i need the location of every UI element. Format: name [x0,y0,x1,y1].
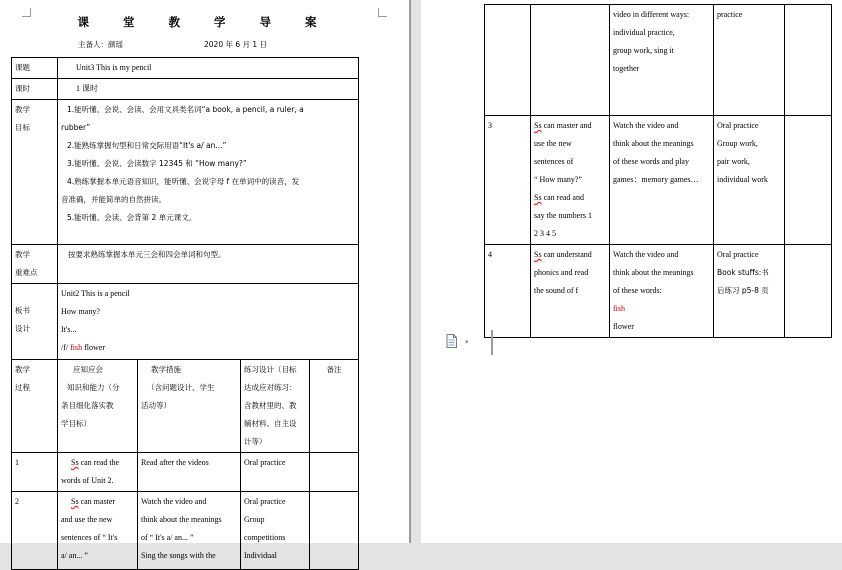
step-remarks [310,453,359,492]
ss-text: Ss [534,193,542,202]
goal-line: sentences of [534,157,574,166]
process-label-line: 过程 [15,383,30,392]
method-line: of these words: [613,286,662,295]
method-line: individual practice, [613,28,675,37]
practice-header [241,360,310,453]
step-practice [241,492,310,570]
remarks-header: 备注 [310,360,359,453]
goal-line: 音准确，并能简单的自然拼读。 [61,195,166,204]
method-line: flower [613,322,634,331]
goal-line: 3.能听懂、会说、会读数字 12345 和 “How many?” [67,159,247,168]
goal-line: “ How many?” [534,175,582,184]
period-label: 课时 [12,79,58,100]
board-word: flower [84,343,105,352]
header-line: 达成应对练习： [244,383,297,392]
step-practice: Oral practice [241,453,310,492]
step-remarks [785,245,832,338]
practice-line: Group [244,515,265,524]
step-method [610,245,714,338]
step-practice: practice [714,5,785,116]
board-label-line: 板书 [15,306,30,315]
method-line: fish [613,304,625,313]
goal-line: a/ an... ” [61,551,88,560]
process-label-line: 教学 [15,365,30,374]
method-line: games：memory games… [613,175,699,184]
step-method: Read after the videos [138,453,241,492]
goal-text: can understand [543,250,592,259]
methods-header [138,360,241,453]
ss-text: Ss [534,250,542,259]
step-number: 4 [485,245,531,338]
practice-line: individual work [717,175,768,184]
goals-label [12,100,58,245]
page-divider [491,330,493,355]
header-line: 练习设计（目标 [244,365,297,374]
step-method [138,492,241,570]
header-line: （含问题设计、学生 [147,383,215,392]
ss-text: Ss [534,121,542,130]
goal-line [534,246,606,264]
goal-text: can master [80,497,115,506]
step-method [610,5,714,116]
header-line: 教学措施 [151,365,181,374]
goals-label-line: 教学 [15,105,30,114]
method-line: of “ It's a/ an... ” [141,533,194,542]
goal-line: and use the new [61,515,113,524]
dropdown-arrow-icon[interactable]: ▾ [465,338,469,346]
period-value: 1 课时 [58,79,359,100]
header-line: 计等） [244,437,267,446]
key-label-line: 教学 [15,250,30,259]
step-number: 2 [12,492,58,570]
board-word: fish [70,343,83,352]
step-goal [58,453,138,492]
method-line: Watch the video and [613,250,679,259]
step-number: 3 [485,116,531,245]
step-goal [531,116,610,245]
topic-value: Unit3 This is my pencil [58,58,359,79]
ss-text: Ss [71,497,79,506]
practice-line: Oral practice [717,121,759,130]
goal-line: 1.能听懂、会说、会读、会用文具类名词“a book, a pencil, a ruler, a [67,105,304,114]
step-number [485,5,531,116]
header-line: 活动等） [141,401,171,410]
method-line: of these words and play [613,157,689,166]
goal-line [534,117,606,135]
goal-text: can read the [80,458,120,467]
step-remarks [785,5,832,116]
board-design-label [12,284,58,360]
goal-line: phonics and read [534,268,589,277]
method-line: Watch the video and [141,497,207,506]
method-line: Sing the songs with the [141,551,216,560]
step-practice [714,116,785,245]
lesson-plan-table-continued [484,4,832,338]
method-line: think about the meanings [613,139,694,148]
page-divider [409,0,411,543]
method-line: group work, sing it [613,46,674,55]
goal-line: rubber” [61,123,91,132]
board-line [61,339,355,357]
goals-header [58,360,138,453]
step-goal [531,245,610,338]
header-line: 条目细化落实教 [61,401,114,410]
board-line: Unit2 This is a pencil [61,289,130,298]
method-line: think about the meanings [613,268,694,277]
goals-content [58,100,359,245]
practice-line: Oral practice [244,497,286,506]
board-line: How many? [61,307,100,316]
step-practice [714,245,785,338]
key-points-value: 按要求熟练掌握本单元三会和四会单词和句型。 [58,245,359,284]
goal-text: can master and [543,121,592,130]
goal-line: words of Unit 2. [61,476,114,485]
header-line: 含教材里的、教 [244,401,297,410]
header-line: 学目标） [61,419,91,428]
step-remarks [785,116,832,245]
method-line: Watch the video and [613,121,679,130]
goal-line: 5.能听懂、会读、会背第 2 单元课文。 [67,213,197,222]
date-label: 2020 年 6 月 1 日 [204,40,268,49]
method-line: together [613,64,640,73]
goal-line: the sound of f [534,286,579,295]
header-line: 应知应会 [73,365,103,374]
method-line: video in different ways: [613,10,690,19]
step-remarks [310,492,359,570]
board-design-content [58,284,359,360]
practice-line: pair work, [717,157,750,166]
practice-line: Oral practice [717,250,759,259]
goal-line: use the new [534,139,572,148]
goal-line [61,493,134,511]
key-points-label [12,245,58,284]
goal-line: 4.熟练掌握本单元语音知识，能听懂、会说字母 f 在单词中的读音，发 [67,177,300,186]
step-number: 1 [12,453,58,492]
practice-line: competitions [244,533,286,542]
goal-line: 2.能熟练掌握句型和日常交际用语“It's a/ an...” [67,141,227,150]
document-page-1 [0,0,409,560]
page-title: 课 堂 教 学 导 案 [77,15,332,29]
method-line: think about the meanings [141,515,222,524]
goal-line [534,189,606,207]
goal-line: 2 3 4 5 [534,229,556,238]
topic-label: 课题 [12,58,58,79]
lesson-plan-table [11,57,359,570]
document-page-2 [421,0,842,543]
practice-line: Group work, [717,139,758,148]
goal-line [61,454,134,472]
practice-line: Book stuffs:书 [717,268,769,277]
step-goal [58,492,138,570]
practice-line: Individual [244,551,277,560]
header-line: 辅材料、自主设 [244,419,297,428]
process-label [12,360,58,453]
ss-text: Ss [71,458,79,467]
step-method [610,116,714,245]
board-label-line: 设计 [15,324,30,333]
header-line: 知识和能力（分 [67,383,120,392]
board-line: It's... [61,325,77,334]
goal-line: say the numbers 1 [534,211,592,220]
key-label-line: 重难点 [15,268,38,277]
preparer-label: 主备人：颜瑶 [78,40,123,49]
document-options-icon[interactable] [446,334,457,348]
goal-text: can read and [543,193,584,202]
goal-line: sentences of “ It's [61,533,118,542]
practice-line: 后练习 p5-8 页 [717,286,769,295]
step-goal [531,5,610,116]
phoneme-text: /f/ [61,343,69,352]
goals-label-line: 目标 [15,123,30,132]
